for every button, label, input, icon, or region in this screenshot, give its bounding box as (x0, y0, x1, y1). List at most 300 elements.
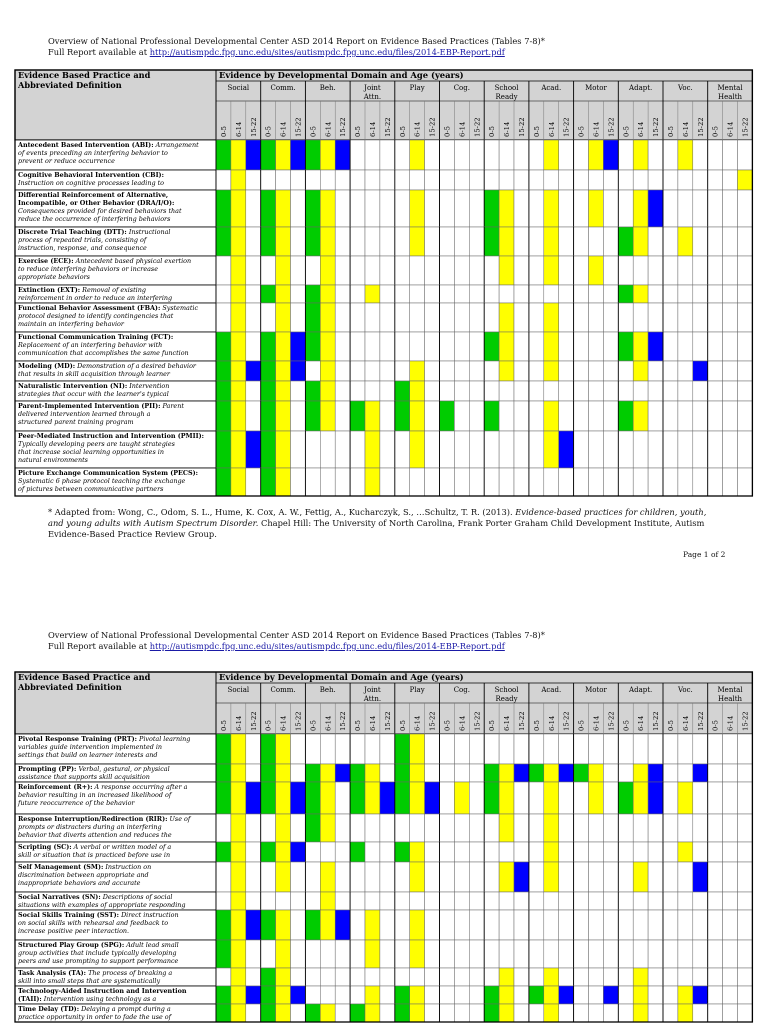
practice-text (18, 815, 192, 823)
evidence-cell (693, 940, 708, 968)
evidence-cell (484, 968, 499, 986)
evidence-cell (335, 892, 350, 910)
practice-text (18, 382, 169, 390)
evidence-cell (216, 227, 231, 256)
evidence-cell (365, 256, 380, 285)
evidence-cell (544, 303, 559, 332)
evidence-cell (410, 814, 425, 842)
practice-definition: natural environments (18, 456, 88, 464)
evidence-cell (380, 986, 395, 1004)
evidence-cell (633, 468, 648, 496)
evidence-cell (440, 986, 455, 1004)
practice-text (18, 1013, 173, 1021)
evidence-cell (350, 256, 365, 285)
evidence-cell (589, 361, 604, 381)
evidence-cell (693, 431, 708, 468)
evidence-cell (708, 468, 723, 496)
age-label: 6-14 (726, 121, 735, 137)
evidence-cell (529, 381, 544, 401)
evidence-cell (350, 814, 365, 842)
evidence-header: Evidence by Developmental Domain and Age (years) (219, 672, 464, 682)
evidence-cell (454, 431, 469, 468)
evidence-cell (246, 940, 261, 968)
practice-text (18, 257, 191, 265)
evidence-cell (693, 401, 708, 431)
evidence-cell (335, 381, 350, 401)
evidence-cell (648, 862, 663, 892)
evidence-cell (544, 361, 559, 381)
age-label: 6-14 (637, 715, 646, 731)
practice-name: Social Narratives (SN): (18, 893, 101, 901)
evidence-cell (440, 734, 455, 764)
evidence-cell (410, 256, 425, 285)
evidence-cell (276, 256, 291, 285)
evidence-cell (723, 940, 738, 968)
age-label: 0-5 (264, 720, 273, 731)
practice-definition: prevent or reduce occurrence (18, 157, 115, 165)
evidence-cell (738, 381, 753, 401)
evidence-cell (618, 303, 633, 332)
practice-text (18, 191, 168, 199)
evidence-cell (261, 361, 276, 381)
evidence-cell (589, 814, 604, 842)
evidence-cell (603, 361, 618, 381)
evidence-cell (574, 332, 589, 361)
evidence-cell (335, 986, 350, 1004)
evidence-cell (291, 968, 306, 986)
evidence-cell (589, 256, 604, 285)
evidence-cell (544, 814, 559, 842)
practice-text (18, 791, 173, 799)
evidence-cell (663, 764, 678, 782)
evidence-cell (589, 842, 604, 862)
evidence-cell (738, 968, 753, 986)
evidence-cell (261, 227, 276, 256)
evidence-cell (589, 782, 604, 814)
age-label: 6-14 (503, 121, 512, 137)
evidence-cell (365, 940, 380, 968)
report-header (48, 630, 545, 652)
evidence-cell (618, 401, 633, 431)
evidence-cell (499, 256, 514, 285)
age-label: 15-22 (473, 711, 482, 731)
evidence-cell (484, 361, 499, 381)
evidence-cell (425, 332, 440, 361)
evidence-cell (291, 381, 306, 401)
evidence-cell (454, 227, 469, 256)
evidence-cell (618, 361, 633, 381)
evidence-cell (410, 940, 425, 968)
age-label: 15-22 (473, 117, 482, 137)
evidence-cell (499, 140, 514, 170)
evidence-cell (708, 892, 723, 910)
domain-label: Social (227, 84, 250, 92)
evidence-cell (529, 782, 544, 814)
practice-definition: Instruction on cognitive processes leading to (18, 179, 164, 187)
evidence-cell (708, 1004, 723, 1022)
practice-name: Discrete Trial Teaching (DTT): (18, 228, 127, 236)
evidence-cell (320, 332, 335, 361)
evidence-cell (514, 1004, 529, 1022)
evidence-cell (261, 734, 276, 764)
evidence-cell (514, 303, 529, 332)
evidence-cell (693, 968, 708, 986)
evidence-cell (231, 862, 246, 892)
age-label: 6-14 (547, 715, 556, 731)
age-label: 0-5 (354, 720, 363, 731)
evidence-cell (484, 381, 499, 401)
evidence-cell (738, 361, 753, 381)
evidence-cell (276, 892, 291, 910)
evidence-cell (529, 814, 544, 842)
evidence-cell (603, 468, 618, 496)
evidence-cell (261, 140, 276, 170)
evidence-cell (499, 332, 514, 361)
evidence-cell (484, 842, 499, 862)
age-label: 15-22 (249, 711, 258, 731)
practice-definition: A verbal or written model of a (71, 843, 172, 851)
evidence-cell (663, 285, 678, 303)
evidence-cell (484, 862, 499, 892)
age-label: 6-14 (681, 715, 690, 731)
evidence-cell (261, 381, 276, 401)
evidence-cell (678, 764, 693, 782)
domain-label: Comm. (270, 686, 296, 694)
age-label: 0-5 (666, 126, 675, 137)
practice-column-header: Evidence Based Practice and (18, 672, 151, 682)
domain-label: Acad. (541, 686, 562, 694)
evidence-cell (469, 381, 484, 401)
evidence-cell (305, 170, 320, 190)
evidence-cell (276, 862, 291, 892)
evidence-cell (395, 892, 410, 910)
evidence-cell (559, 968, 574, 986)
evidence-cell (589, 1004, 604, 1022)
evidence-cell (499, 910, 514, 940)
evidence-cell (231, 332, 246, 361)
evidence-cell (663, 381, 678, 401)
evidence-cell (320, 431, 335, 468)
evidence-cell (574, 381, 589, 401)
evidence-cell (305, 303, 320, 332)
age-label: 0-5 (309, 720, 318, 731)
practice-text (18, 410, 151, 418)
practice-text (18, 469, 198, 477)
practice-definition: settings that build on learner interests and (18, 751, 158, 759)
evidence-cell (320, 814, 335, 842)
evidence-cell (454, 361, 469, 381)
evidence-cell (395, 940, 410, 968)
evidence-cell (395, 332, 410, 361)
practice-text (18, 236, 148, 244)
evidence-cell (410, 892, 425, 910)
evidence-cell (693, 227, 708, 256)
evidence-cell (544, 734, 559, 764)
evidence-cell (380, 431, 395, 468)
evidence-cell (708, 227, 723, 256)
domain-label: Attn. (363, 695, 382, 703)
practice-text (18, 949, 176, 957)
practice-definition: Parent (160, 402, 184, 410)
evidence-cell (365, 892, 380, 910)
evidence-cell (648, 842, 663, 862)
evidence-cell (663, 332, 678, 361)
evidence-cell (693, 381, 708, 401)
practice-definition: of events preceding an interfering behavior to (18, 149, 168, 157)
age-label: 0-5 (219, 126, 228, 137)
evidence-cell (335, 968, 350, 986)
practice-definition: prompts or distracters during an interfering (18, 823, 162, 831)
evidence-cell (603, 285, 618, 303)
evidence-cell (723, 381, 738, 401)
evidence-cell (633, 256, 648, 285)
evidence-cell (484, 303, 499, 332)
practice-name: Parent-Implemented Intervention (PII): (18, 402, 161, 410)
age-label: 15-22 (383, 117, 392, 137)
report-link[interactable]: http://autismpdc.fpg.unc.edu/sites/autismpdc.fpg.unc.edu/files/2014-EBP-Report.pdf (149, 47, 505, 57)
evidence-cell (544, 401, 559, 431)
evidence-cell (618, 892, 633, 910)
citation: * Adapted from: Wong, C., Odom, S. L., Hume, K. Cox, A. W., Fettig, A., Kucharczyk, S., …Schultz, T. R. (2013). Evidence-based practices for children, youth, and young adults with Autism Spectrum Disorder. Chapel Hill: The University of North Carolina, Frank Porter Graham Child Development Institute, Autism Evidence-Based Practice Review Group. (48, 507, 707, 539)
evidence-cell (663, 782, 678, 814)
evidence-cell (544, 910, 559, 940)
evidence-cell (648, 227, 663, 256)
evidence-cell (603, 401, 618, 431)
evidence-cell (335, 814, 350, 842)
evidence-cell (320, 256, 335, 285)
evidence-cell (469, 190, 484, 227)
age-label: 15-22 (428, 117, 437, 137)
age-label: 6-14 (458, 715, 467, 731)
evidence-cell (678, 782, 693, 814)
report-link[interactable]: http://autismpdc.fpg.unc.edu/sites/autismpdc.fpg.unc.edu/files/2014-EBP-Report.pdf (149, 641, 505, 651)
practice-text (18, 171, 164, 179)
evidence-cell (738, 910, 753, 940)
evidence-cell (425, 892, 440, 910)
evidence-cell (618, 256, 633, 285)
evidence-cell (559, 227, 574, 256)
age-label: 6-14 (637, 121, 646, 137)
evidence-cell (410, 303, 425, 332)
evidence-cell (574, 256, 589, 285)
evidence-cell (514, 986, 529, 1004)
evidence-cell (276, 401, 291, 431)
evidence-cell (618, 285, 633, 303)
age-label: 0-5 (354, 126, 363, 137)
age-label: 0-5 (443, 126, 452, 137)
evidence-cell (738, 814, 753, 842)
evidence-cell (469, 361, 484, 381)
evidence-cell (544, 968, 559, 986)
practice-definition: Demonstration of a desired behavior (75, 362, 196, 370)
evidence-cell (395, 468, 410, 496)
evidence-cell (544, 256, 559, 285)
evidence-cell (663, 968, 678, 986)
evidence-cell (350, 910, 365, 940)
domain-label: Adapt. (629, 84, 653, 92)
age-label: 15-22 (383, 711, 392, 731)
evidence-cell (425, 303, 440, 332)
evidence-cell (469, 303, 484, 332)
practice-name: Structured Play Group (SPG): (18, 941, 125, 949)
evidence-cell (559, 862, 574, 892)
age-label: 6-14 (368, 121, 377, 137)
evidence-cell (618, 910, 633, 940)
evidence-cell (410, 986, 425, 1004)
evidence-cell (708, 401, 723, 431)
evidence-cell (365, 862, 380, 892)
practice-definition: practice opportunity in order to fade the use of (18, 1013, 172, 1021)
practice-text (18, 977, 160, 985)
practice-name: Peer-Mediated Instruction and Intervention (PMII): (18, 432, 204, 440)
evidence-cell (603, 734, 618, 764)
evidence-cell (380, 140, 395, 170)
evidence-cell (499, 814, 514, 842)
practice-text (18, 735, 190, 743)
practice-definition: maintain an interfering behavior (18, 320, 124, 328)
evidence-cell (559, 256, 574, 285)
practice-text (18, 927, 129, 935)
evidence-cell (320, 734, 335, 764)
practice-name: Functional Communication Training (FCT): (18, 333, 174, 341)
evidence-cell (395, 1004, 410, 1022)
evidence-cell (484, 986, 499, 1004)
evidence-cell (320, 468, 335, 496)
evidence-cell (678, 862, 693, 892)
evidence-cell (276, 332, 291, 361)
practice-column-header: Abbreviated Definition (18, 80, 122, 90)
evidence-cell (514, 140, 529, 170)
domain-label: Cog. (453, 686, 470, 694)
evidence-cell (559, 910, 574, 940)
evidence-cell (410, 910, 425, 940)
evidence-cell (291, 190, 306, 227)
evidence-cell (723, 401, 738, 431)
evidence-cell (574, 842, 589, 862)
practice-definition: Use of (167, 815, 191, 823)
practice-definition: Replacement of an interfering behavior with (18, 341, 163, 349)
evidence-cell (276, 764, 291, 782)
evidence-cell (514, 332, 529, 361)
evidence-cell (276, 986, 291, 1004)
evidence-cell (410, 734, 425, 764)
domain-label: Joint (364, 686, 381, 694)
domain-label: Adapt. (629, 686, 653, 694)
evidence-cell (425, 190, 440, 227)
evidence-cell (633, 285, 648, 303)
evidence-cell (559, 892, 574, 910)
evidence-cell (648, 401, 663, 431)
evidence-cell (454, 401, 469, 431)
evidence-cell (514, 892, 529, 910)
practice-text (18, 199, 174, 207)
evidence-cell (469, 862, 484, 892)
practice-definition: behavior resulting in an increased likelihood of (18, 791, 172, 799)
evidence-cell (723, 968, 738, 986)
age-label: 15-22 (517, 711, 526, 731)
practice-definition: Pivotal learning (137, 735, 191, 743)
evidence-cell (216, 910, 231, 940)
evidence-cell (484, 764, 499, 782)
evidence-cell (484, 734, 499, 764)
evidence-cell (514, 734, 529, 764)
evidence-cell (589, 285, 604, 303)
age-label: 6-14 (681, 121, 690, 137)
evidence-cell (648, 986, 663, 1004)
practice-name: Differential Reinforcement of Alternative, (18, 191, 169, 199)
evidence-cell (603, 170, 618, 190)
evidence-cell (559, 431, 574, 468)
evidence-cell (678, 431, 693, 468)
practice-name: Modeling (MD): (18, 362, 76, 370)
evidence-cell (305, 332, 320, 361)
evidence-cell (633, 842, 648, 862)
evidence-cell (708, 170, 723, 190)
practice-text (18, 783, 188, 791)
evidence-cell (291, 734, 306, 764)
evidence-cell (320, 968, 335, 986)
evidence-cell (231, 140, 246, 170)
domain-label: Comm. (270, 84, 296, 92)
evidence-cell (276, 140, 291, 170)
evidence-cell (246, 401, 261, 431)
evidence-cell (574, 361, 589, 381)
evidence-cell (678, 190, 693, 227)
evidence-cell (335, 734, 350, 764)
evidence-cell (246, 842, 261, 862)
evidence-cell (454, 940, 469, 968)
evidence-cell (618, 968, 633, 986)
practice-definition: of pictures between communicative partners (18, 485, 164, 493)
evidence-cell (261, 814, 276, 842)
evidence-cell (440, 782, 455, 814)
evidence-cell (425, 227, 440, 256)
evidence-cell (320, 227, 335, 256)
evidence-cell (410, 862, 425, 892)
evidence-cell (589, 910, 604, 940)
evidence-cell (574, 940, 589, 968)
evidence-cell (454, 140, 469, 170)
evidence-cell (454, 862, 469, 892)
evidence-cell (648, 468, 663, 496)
practice-text (18, 831, 172, 839)
evidence-cell (320, 910, 335, 940)
evidence-cell (648, 170, 663, 190)
evidence-cell (305, 140, 320, 170)
evidence-cell (365, 227, 380, 256)
evidence-cell (678, 227, 693, 256)
evidence-cell (320, 285, 335, 303)
evidence-cell (246, 892, 261, 910)
evidence-cell (589, 140, 604, 170)
evidence-cell (305, 764, 320, 782)
evidence-cell (246, 814, 261, 842)
evidence-cell (440, 862, 455, 892)
evidence-cell (380, 285, 395, 303)
evidence-cell (648, 285, 663, 303)
evidence-cell (261, 431, 276, 468)
evidence-cell (723, 431, 738, 468)
evidence-cell (663, 227, 678, 256)
evidence-cell (469, 256, 484, 285)
evidence-cell (276, 782, 291, 814)
evidence-cell (738, 227, 753, 256)
domain-label: Ready (495, 93, 518, 101)
practice-definition: Delaying a prompt during a (79, 1005, 171, 1013)
age-label: 15-22 (562, 117, 571, 137)
evidence-cell (678, 910, 693, 940)
evidence-cell (723, 361, 738, 381)
